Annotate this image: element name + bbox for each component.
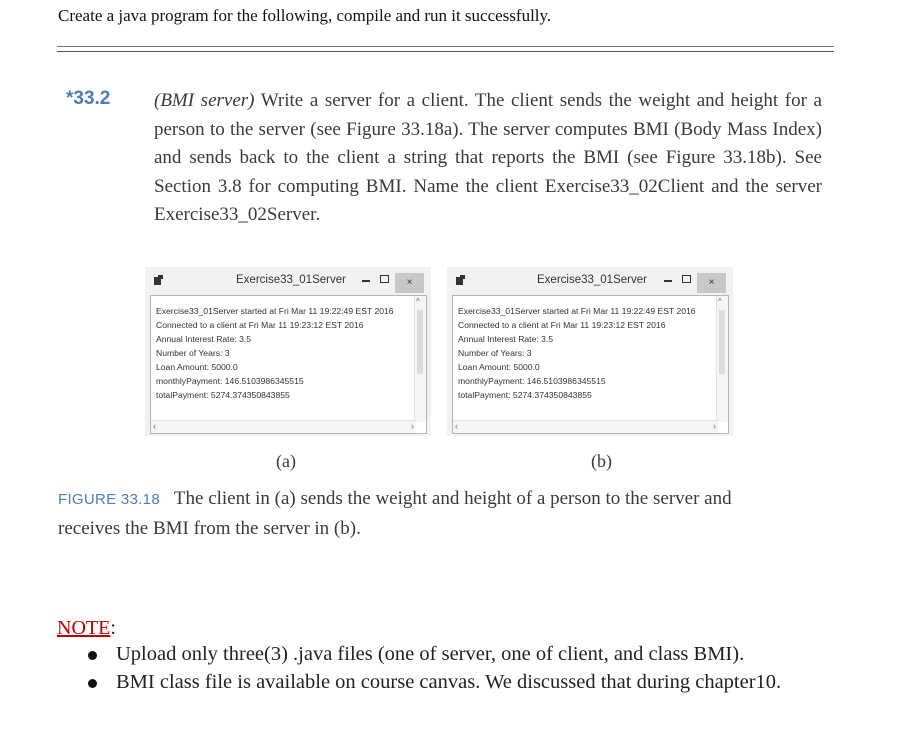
log-line: Exercise33_01Server started at Fri Mar 11 19:22:49 EST 2016	[458, 306, 696, 316]
server-window-b	[447, 267, 733, 436]
scroll-right-icon[interactable]: ›	[411, 421, 414, 431]
scroll-right-icon[interactable]: ›	[713, 421, 716, 431]
log-line: totalPayment: 5274.374350843855	[156, 390, 290, 400]
exercise-number: *33.2	[66, 88, 111, 109]
log-line: Loan Amount: 5000.0	[156, 362, 238, 372]
bullet-icon	[88, 651, 97, 660]
figure-caption-text: The client in (a) sends the weight and height of a person to the server and receives the BMI from the server in (b).	[58, 488, 732, 539]
log-lines	[458, 304, 696, 402]
log-line: Annual Interest Rate: 3.5	[156, 334, 252, 344]
scroll-up-icon[interactable]: ^	[416, 297, 420, 306]
window-title: Exercise33_01Server	[537, 274, 647, 286]
maximize-button[interactable]	[682, 275, 691, 283]
minimize-button[interactable]	[664, 280, 672, 282]
vertical-scrollbar[interactable]	[414, 296, 426, 422]
text-area[interactable]	[150, 295, 427, 434]
scroll-thumb[interactable]	[417, 310, 423, 374]
title-bar	[447, 267, 733, 295]
app-icon	[154, 277, 161, 285]
subfigure-label-b: (b)	[591, 451, 612, 471]
minimize-button[interactable]	[362, 280, 370, 282]
divider-line	[57, 51, 834, 52]
subfigure-label-a: (a)	[276, 451, 296, 471]
vertical-scrollbar[interactable]	[716, 296, 728, 422]
log-line: Connected to a client at Fri Mar 11 19:23:12 EST 2016	[156, 320, 364, 330]
bullet-icon	[88, 679, 97, 688]
log-line: totalPayment: 5274.374350843855	[458, 390, 592, 400]
horizontal-scrollbar[interactable]	[151, 420, 416, 433]
log-line: Number of Years: 3	[156, 348, 230, 358]
exercise-description	[154, 87, 822, 230]
bullet-text: BMI class file is available on course canvas. We discussed that during chapter10.	[116, 670, 782, 693]
log-line: Number of Years: 3	[458, 348, 532, 358]
app-icon	[456, 277, 463, 285]
divider-line	[57, 46, 834, 47]
scroll-left-icon[interactable]: ‹	[455, 421, 458, 431]
window-title: Exercise33_01Server	[236, 274, 346, 286]
instruction-text: Create a java program for the following, compile and run it successfully.	[58, 6, 552, 25]
log-line: Loan Amount: 5000.0	[458, 362, 540, 372]
log-line: Annual Interest Rate: 3.5	[458, 334, 554, 344]
log-lines	[156, 304, 394, 402]
maximize-button[interactable]	[380, 275, 389, 283]
log-line: Exercise33_01Server started at Fri Mar 11 19:22:49 EST 2016	[156, 306, 394, 316]
close-button[interactable]: ×	[697, 273, 726, 293]
figure-label: FIGURE 33.18	[58, 491, 160, 508]
list-item	[82, 641, 872, 669]
note-heading	[57, 617, 116, 640]
note-colon: :	[110, 617, 116, 639]
note-bullet-list	[82, 641, 872, 696]
server-window-a	[145, 267, 431, 436]
exercise-text: Write a server for a client. The client sends the weight and height for a person to the server (see Figure 33.18a). The server computes BMI (Body Mass Index) and sends back to the client a string that reports the BMI (see Figure 33.18b). See Section 3.8 for computing BMI. Name the client Exercise33_02Client and the server Exercise33_02Server.	[154, 90, 822, 225]
note-label: NOTE	[57, 617, 111, 639]
log-line: monthlyPayment: 146.5103986345515	[458, 376, 606, 386]
text-area[interactable]	[452, 295, 729, 434]
figure-caption	[58, 485, 793, 543]
close-button[interactable]: ×	[395, 273, 424, 293]
title-bar	[145, 267, 431, 295]
horizontal-scrollbar[interactable]	[453, 420, 718, 433]
exercise-lead: (BMI server)	[154, 90, 255, 111]
bullet-text: Upload only three(3) .java files (one of server, one of client, and class BMI).	[116, 643, 745, 665]
log-line: Connected to a client at Fri Mar 11 19:23:12 EST 2016	[458, 320, 666, 330]
scroll-thumb[interactable]	[719, 310, 725, 374]
scroll-up-icon[interactable]: ^	[718, 297, 722, 306]
log-line: monthlyPayment: 146.5103986345515	[156, 376, 304, 386]
list-item	[82, 669, 872, 697]
scroll-left-icon[interactable]: ‹	[153, 421, 156, 431]
